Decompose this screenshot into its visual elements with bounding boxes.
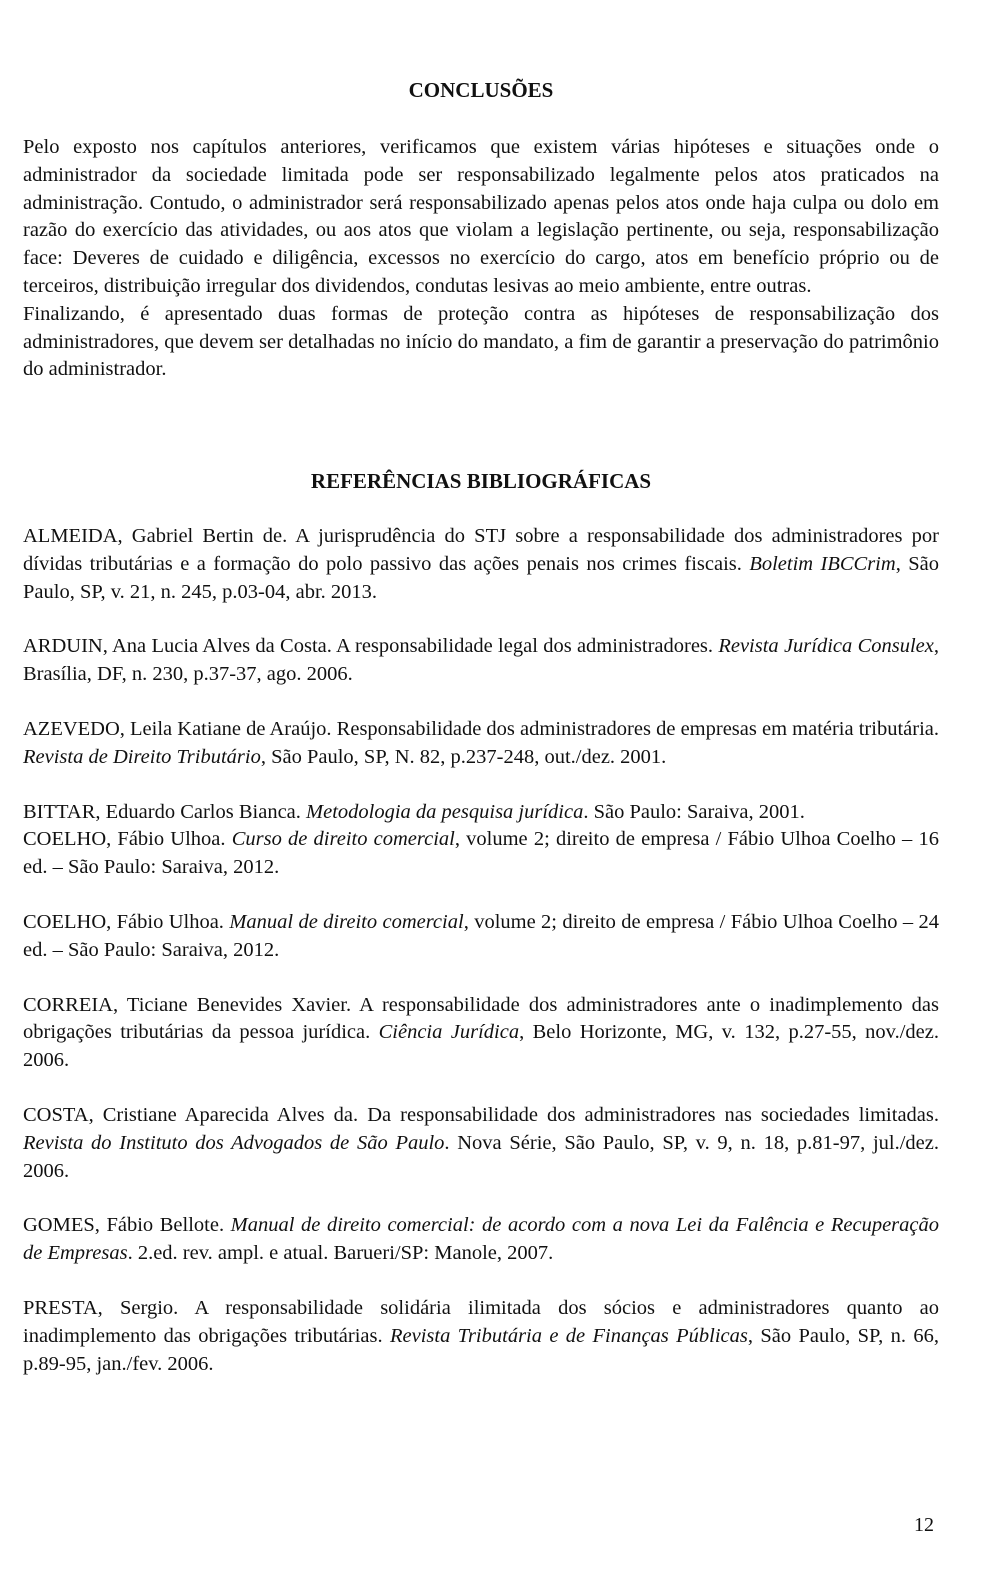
reference-source-title: Boletim IBCCrim bbox=[749, 552, 896, 575]
conclusions-paragraph: Pelo exposto nos capítulos anteriores, verificamos que existem várias hipóteses e situações onde o administrador da sociedade limitada pode ser responsabilizado legalmente pelos atos praticados na administração. Contudo, o administrador será responsabilizado apenas pelos atos onde haja culpa ou dolo em razão do exercício das atividades, ou aos atos que violam a legislação pertinente, ou seja, responsabilização face: Deveres de cuidado e diligência, excessos no exercício do cargo, atos em benefício próprio ou de terceiros, distribuição irregular dos dividendos, condutas lesivas ao meio ambiente, entre outras. bbox=[23, 136, 939, 297]
reference-source-title: Curso de direito comercial bbox=[231, 828, 455, 851]
references-list bbox=[23, 523, 939, 1405]
reference-entry: PRESTA, Sergio. A responsabilidade solidária ilimitada dos sócios e administradores quanto ao inadimplemento das obrigações tributárias. Revista Tributária e de Finanças Públicas, São Paulo, SP, n. 66, p.89-95, jan./fev. 2006. bbox=[23, 1296, 939, 1375]
reference-entry: AZEVEDO, Leila Katiane de Araújo. Responsabilidade dos administradores de empresas em matéria tributária. Revista de Direito Tributário, São Paulo, SP, N. 82, p.237-248, out./dez. 2001. bbox=[23, 717, 939, 768]
reference-entry: COSTA, Cristiane Aparecida Alves da. Da responsabilidade dos administradores nas sociedades limitadas. Revista do Instituto dos Advogados de São Paulo. Nova Série, São Paulo, SP, v. 9, n. 18, p.81-97, jul./dez. 2006. bbox=[23, 1103, 940, 1182]
conclusions-body bbox=[23, 134, 939, 384]
conclusions-heading: CONCLUSÕES bbox=[408, 78, 554, 102]
reference-entry: ARDUIN, Ana Lucia Alves da Costa. A responsabilidade legal dos administradores. Revista Jurídica Consulex, Brasília, DF, n. 230, p.37-37, ago. 2006. bbox=[23, 635, 939, 686]
references-heading: REFERÊNCIAS BIBLIOGRÁFICAS bbox=[310, 469, 652, 493]
reference-source-title: Manual de direito comercial bbox=[229, 910, 464, 933]
reference-source-title: Manual de direito comercial: de acordo com a nova Lei da Falência e Recuperação de Empresas bbox=[23, 1214, 940, 1265]
reference-source-title: Revista Jurídica Consulex bbox=[718, 635, 934, 658]
reference-source-title: Revista de Direito Tributário bbox=[23, 745, 261, 768]
reference-entry: GOMES, Fábio Bellote. Manual de direito comercial: de acordo com a nova Lei da Falência e Recuperação de Empresas. 2.ed. rev. ampl. e atual. Barueri/SP: Manole, 2007. bbox=[23, 1214, 940, 1265]
page-number: 12 bbox=[914, 1514, 934, 1536]
reference-entry: COELHO, Fábio Ulhoa. Curso de direito comercial, volume 2; direito de empresa / Fábio Ulhoa Coelho – 16 ed. – São Paulo: Saraiva, 2012. bbox=[23, 828, 939, 879]
reference-source-title: Revista Tributária e de Finanças Públicas bbox=[389, 1324, 748, 1347]
reference-source-title: Metodologia da pesquisa jurídica bbox=[306, 800, 584, 823]
reference-entry: BITTAR, Eduardo Carlos Bianca. Metodologia da pesquisa jurídica. São Paulo: Saraiva, 2001. bbox=[23, 800, 805, 823]
reference-entry: ALMEIDA, Gabriel Bertin de. A jurisprudência do STJ sobre a responsabilidade dos administradores por dívidas tributárias e a formação do polo passivo das ações penais nos crimes fiscais. Boletim IBCCrim, São Paulo, SP, v. 21, n. 245, p.03-04, abr. 2013. bbox=[23, 525, 939, 603]
reference-entry: CORREIA, Ticiane Benevides Xavier. A responsabilidade dos administradores ante o inadimplemento das obrigações tributárias da pessoa jurídica. Ciência Jurídica, Belo Horizonte, MG, v. 132, p.27-55, nov./dez. 2006. bbox=[23, 993, 939, 1072]
reference-source-title: Ciência Jurídica bbox=[378, 1021, 520, 1044]
conclusions-paragraph: Finalizando, é apresentado duas formas de proteção contra as hipóteses de responsabilização dos administradores, que devem ser detalhadas no início do mandato, a fim de garantir a preservação do patrimônio do administrador. bbox=[23, 302, 939, 381]
reference-entry: COELHO, Fábio Ulhoa. Manual de direito comercial, volume 2; direito de empresa / Fábio Ulhoa Coelho – 24 ed. – São Paulo: Saraiva, 2012. bbox=[23, 910, 939, 961]
reference-source-title: Revista do Instituto dos Advogados de São Paulo bbox=[23, 1131, 445, 1154]
